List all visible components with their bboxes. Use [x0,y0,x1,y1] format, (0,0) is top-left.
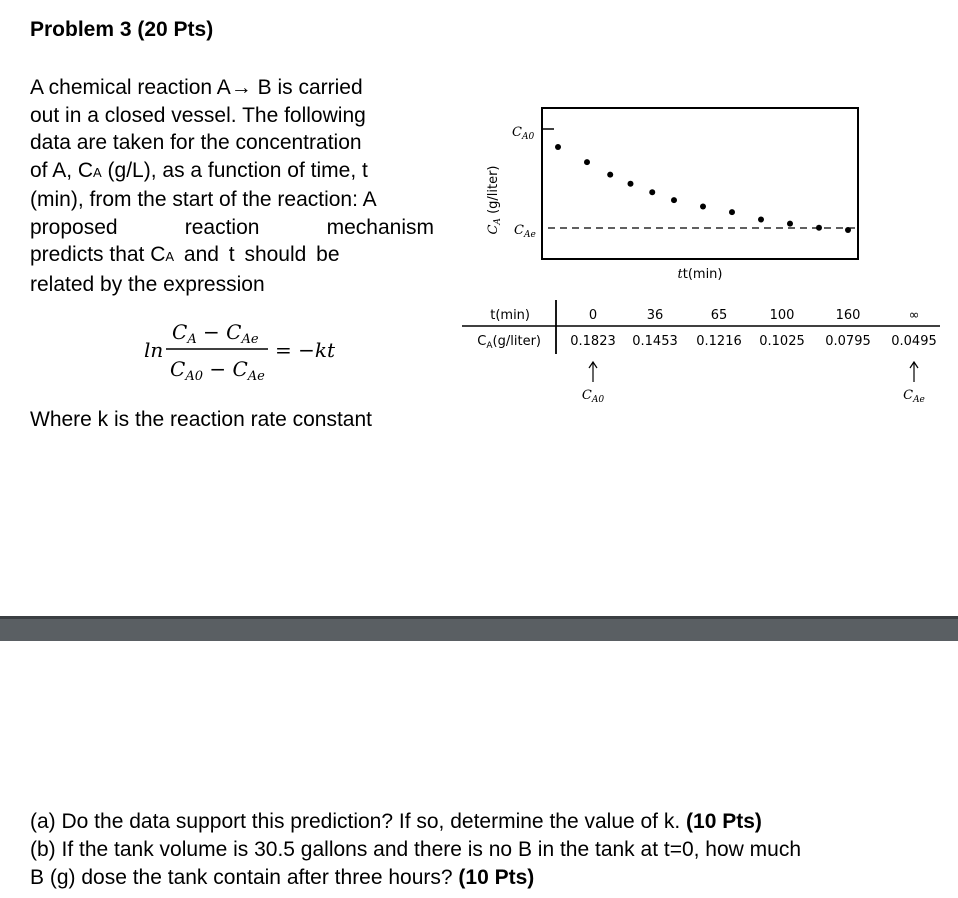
table-cell-c: 0.1453 [632,334,678,349]
rate-equation [140,314,400,392]
equation-rhs: = −kt [275,338,336,362]
statement-line: related by the expression [30,272,265,296]
table-cell-c: 0.0795 [825,334,871,349]
chart-data-point [628,181,634,187]
table-cell-t: 65 [710,308,728,323]
chart-data-point [729,209,735,215]
table-header-t: t(min) [490,308,530,323]
ln-symbol: ln [144,338,164,362]
table-cells [570,308,937,349]
problem-title: Problem 3 (20 Pts) [30,18,214,41]
chart-data-point [649,189,655,195]
chart-data-point [845,227,851,233]
table-cell-c: 0.1216 [696,334,742,349]
statement-line: out in a closed vessel. The following [30,103,366,127]
chart-data-point [787,221,793,227]
chart-data-point [816,225,822,231]
chart-frame [542,108,858,259]
table-cell-t: 160 [835,308,861,323]
chart-points [555,144,851,233]
statement-line: (min), from the start of the reaction: A [30,188,377,211]
chart-data-point [584,159,590,165]
chart-data-point [555,144,561,150]
arrow-cao-label: $C_{A0}$ [581,388,605,405]
chart-cae-label: $C_{Ae}$ [514,223,536,240]
question-a: (a) Do the data support this prediction? If so, determine the value of k. (10 Pts) [30,810,762,833]
table-cell-c: 0.1025 [759,334,805,349]
statement-line: predicts that CA and t should be [30,243,340,266]
page-divider [0,616,958,641]
chart-data-point [700,203,706,209]
chart-data-point [758,217,764,223]
equation-numerator: $C_A - C_{Ae}$ [172,320,259,347]
chart-cao-label: $C_{A0}$ [512,125,535,142]
table-header-c: $C_A(g/liter)$ [477,334,541,351]
table-cell-t: 100 [769,308,795,323]
chart-ylabel: $C_A$ (g/liter) [486,165,503,235]
concentration-chart [462,100,952,420]
chart-data-point [671,197,677,203]
equation-denominator: $C_{A0} - C_{Ae}$ [170,357,265,384]
where-note: Where k is the reaction rate constant [30,408,372,431]
data-table [462,300,940,405]
table-cell-t: 36 [646,308,664,323]
table-cell-t: 0 [588,308,598,323]
question-b-cont: B (g) dose the tank contain after three hours? (10 Pts) [30,866,535,889]
arrow-cae-label: $C_{Ae}$ [903,388,925,405]
table-cell-c: 0.1823 [570,334,616,349]
chart-data-point [607,172,613,178]
table-cell-c: 0.0495 [891,334,937,349]
problem-statement [30,74,434,298]
table-cell-t: ∞ [908,308,920,323]
statement-line: of A, CA (g/L), as a function of time, t [30,158,368,182]
statement-line: A chemical reaction A→ B is carried [30,76,363,99]
question-b: (b) If the tank volume is 30.5 gallons and there is no B in the tank at t=0, how much [30,838,802,861]
chart-xlabel: tt(min) [677,267,723,282]
statement-line: proposed reaction mechanism [30,215,434,239]
statement-line: data are taken for the concentration [30,131,362,154]
